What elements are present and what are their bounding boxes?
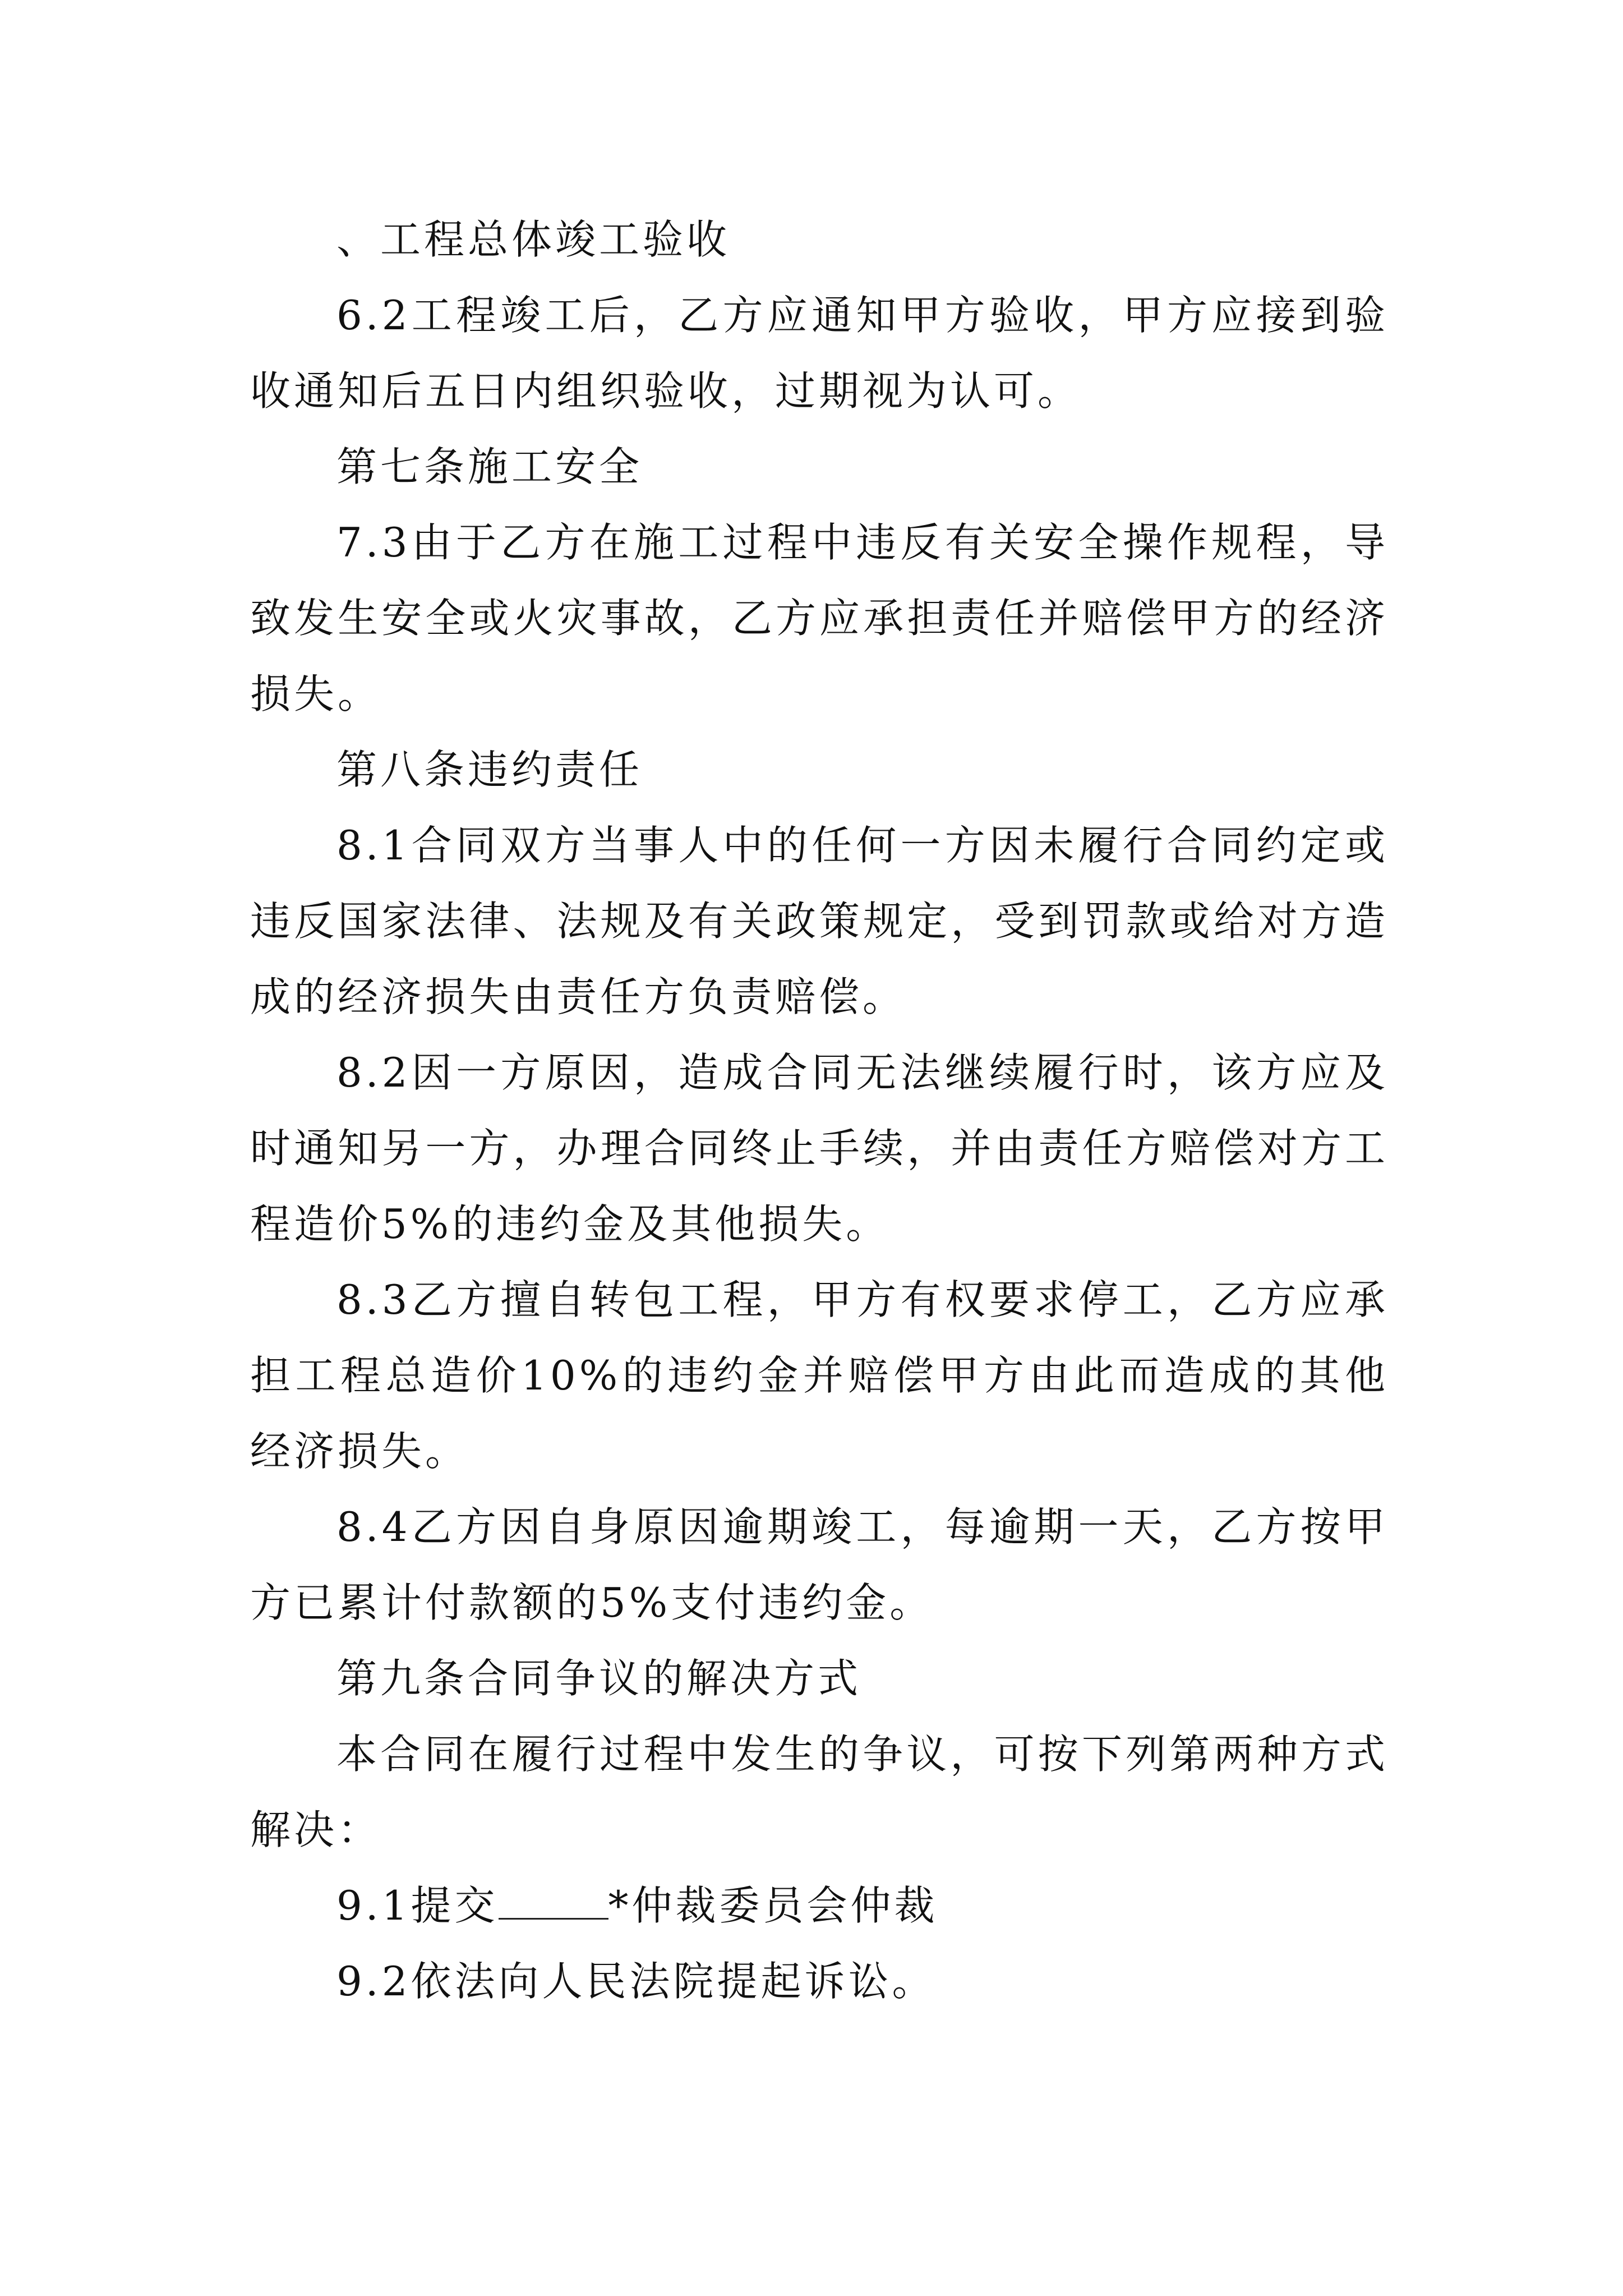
- clause-8-2: 8.2因一方原因，造成合同无法继续履行时，该方应及时通知另一方，办理合同终止手续，并由责任方赔偿对方工程造价5%的违约金及其他损失。: [250, 1049, 1389, 1248]
- article-9-heading: 第九条合同争议的解决方式: [336, 1655, 862, 1702]
- clause-7-3: 7.3由于乙方在施工过程中违反有关安全操作规程，导致发生安全或火灾事故，乙方应承担责任并赔偿甲方的经济损失。: [250, 519, 1389, 717]
- clause-8-1: 8.1合同双方当事人中的任何一方因未履行合同约定或违反国家法律、法规及有关政策规定，受到罚款或给对方造成的经济损失由责任方负责赔偿。: [250, 822, 1389, 1020]
- clause-9-1-prefix: 9.1提交: [336, 1882, 499, 1929]
- clause-9-1: [250, 1868, 1389, 1944]
- arbitration-blank-line: [499, 1883, 608, 1920]
- clause-6-2: 6.2工程竣工后，乙方应通知甲方验收，甲方应接到验收通知后五日内组织验收，过期视为认可。: [250, 292, 1389, 415]
- article-8-heading: 第八条违约责任: [336, 746, 643, 793]
- section-heading-acceptance: 、工程总体竣工验收: [336, 216, 731, 263]
- dispute-resolution-intro: 本合同在履行过程中发生的争议，可按下列第两种方式解决：: [250, 1731, 1389, 1853]
- clause-9-1-suffix: *仲裁委员会仲裁: [608, 1882, 938, 1929]
- article-7-heading: 第七条施工安全: [336, 443, 643, 490]
- clause-9-2: 9.2依法向人民法院提起诉讼。: [336, 1958, 936, 2005]
- document-body: [250, 202, 1389, 2019]
- clause-8-4: 8.4乙方因自身原因逾期竣工，每逾期一天，乙方按甲方已累计付款额的5%支付违约金。: [250, 1503, 1389, 1626]
- clause-8-3: 8.3乙方擅自转包工程，甲方有权要求停工，乙方应承担工程总造价10%的违约金并赔偿甲方由此而造成的其他经济损失。: [250, 1276, 1389, 1475]
